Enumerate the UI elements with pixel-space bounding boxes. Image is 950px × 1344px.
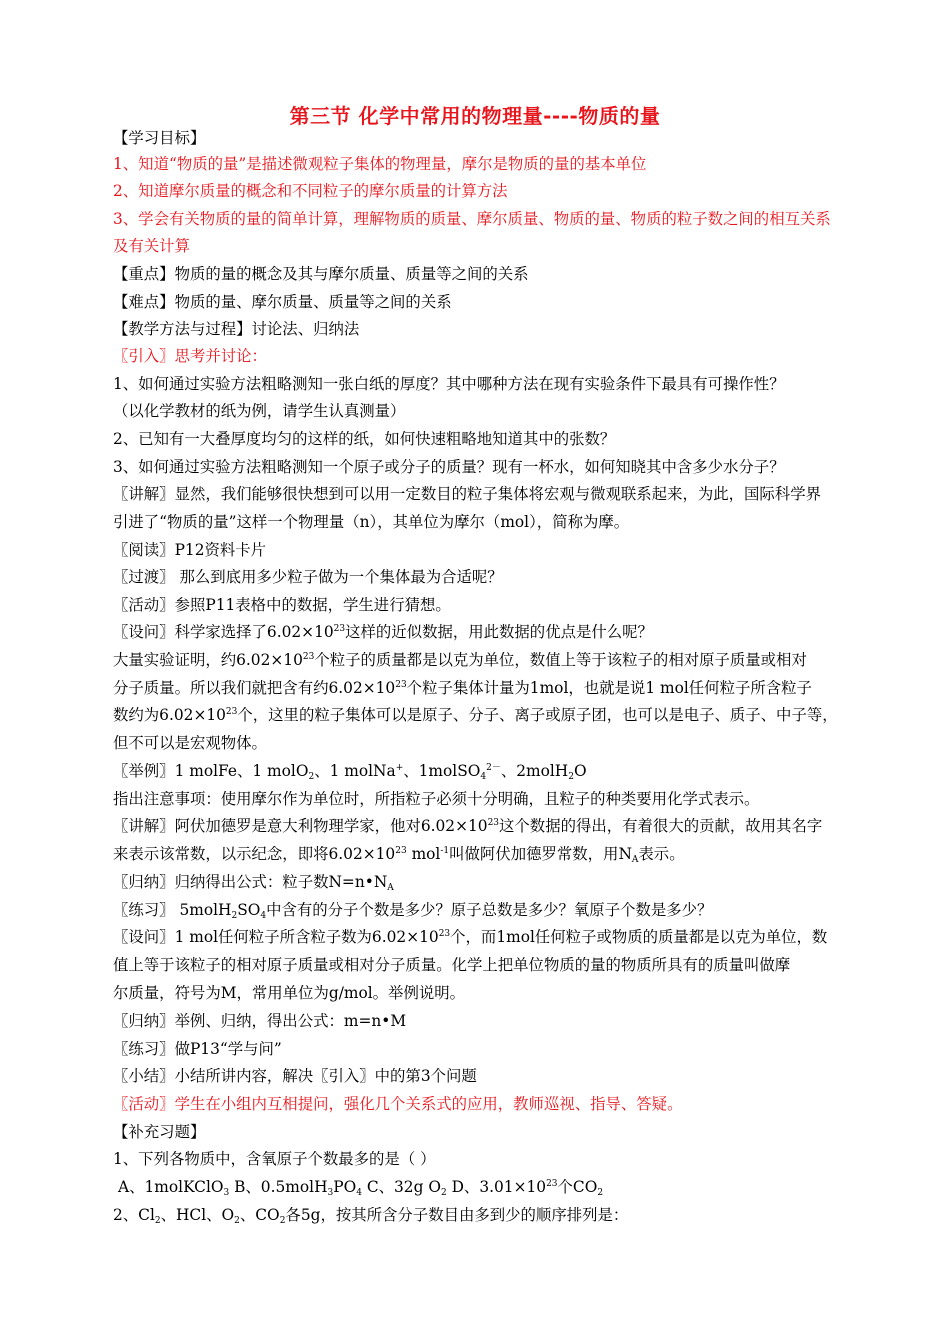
explanation-2-cont: 来表示该常数，以示纪念，即将$6.02\times 10^{23}$ mol$^{-1}$叫做阿伏加德罗常数，用$N_A$表示。 [113,845,685,865]
reading: 〖阅读〗P12资料卡片 [113,541,267,559]
note-line: 指出注意事项：使用摩尔作为单位时，所指粒子必须十分明确，且粒子的种类要用化学式表示。 [113,790,760,808]
page-title: 第三节 化学中常用的物理量----物质的量 [289,104,661,128]
paragraph-line-2: 分子质量。所以我们就把含有约$6.02\times 10^{23}$个粒子集体计量为1mol，也就是说1 mol任何粒子所含粒子 [113,679,812,697]
summary-formula-1: 〖归纳〗归纳得出公式：粒子数$N=n•N_A$ [113,873,394,893]
question-2: 2、已知有一大叠厚度均匀的这样的纸，如何快速粗略地知道其中的张数？ [113,430,616,448]
molar-mass-line-3: 尔质量，符号为M，常用单位为g/mol。举例说明。 [113,984,466,1002]
exercise-2: 〖练习〗做P13“学与问” [113,1040,282,1058]
transition: 〖过渡〗 那么到底用多少粒子做为一个集体最为合适呢？ [113,568,503,586]
intro-heading: 〖引入〗思考并讨论： [113,347,267,365]
section-heading-objectives: 【学习目标】 [113,129,206,147]
question-avogadro: 〖设问〗科学家选择了$6.02\times 10^{23}$这样的近似数据，用此数据的优点是什么呢？ [113,623,653,641]
objective-3: 3、学会有关物质的量的简单计算，理解物质的质量、摩尔质量、物质的量、物质的粒子数之间的相互关系 [113,210,831,228]
exercise-question-2: 2、$Cl_2$、HCl、$O_2$、$CO_2$各5g，按其所含分子数目由多到少的顺序排列是： [113,1206,629,1226]
objective-2: 2、知道摩尔质量的概念和不同粒子的摩尔质量的计算方法 [113,182,508,200]
paragraph-line-3: 数约为$6.02\times 10^{23}$个，这里的粒子集体可以是原子、分子、离子或原子团，也可以是电子、质子、中子等， [113,706,838,724]
question-molar-mass: 〖设问〗1 mol任何粒子所含粒子数为$6.02\times 10^{23}$个，而1mol任何粒子或物质的质量都是以克为单位，数 [113,928,828,946]
activity-1: 〖活动〗参照P11表格中的数据，学生进行猜想。 [113,596,451,614]
exercise-question-1: 1、下列各物质中，含氧原子个数最多的是（ ） [113,1150,436,1168]
question-1-note: （以化学教材的纸为例，请学生认真测量） [113,402,406,420]
difficult-point: 【难点】物质的量、摩尔质量、质量等之间的关系 [113,293,452,311]
exercise-question-1-options: A、1molKClO$_3$ B、$0.5molH_3PO_4$ C、32g $O_2$ D、$3.01\times 10^{23}$个$CO_2$ [118,1178,604,1198]
conclusion: 〖小结〗小结所讲内容，解决〖引入〗中的第3个问题 [113,1067,477,1085]
question-1: 1、如何通过实验方法粗略测知一张白纸的厚度？其中哪种方法在现有实验条件下最具有可操作性？ [113,375,785,393]
question-3: 3、如何通过实验方法粗略测知一个原子或分子的质量？现有一杯水，如何知晓其中含多少水分子？ [113,458,785,476]
paragraph-line-4: 但不可以是宏观物体。 [113,734,267,752]
example-line: 〖举例〗1 molFe、1 molO$_2$、1 molNa+、1molSO$_4^{2-}$、2molH$_2$O [113,762,587,782]
teaching-method: 【教学方法与过程】讨论法、归纳法 [113,320,360,338]
explanation-2: 〖讲解〗阿伏加德罗是意大利物理学家，他对$6.02\times 10^{23}$这个数据的得出，有着很大的贡献，故用其名字 [113,817,823,835]
key-point: 【重点】物质的量的概念及其与摩尔质量、质量等之间的关系 [113,265,529,283]
objective-1: 1、知道“物质的量”是描述微观粒子集体的物理量，摩尔是物质的量的基本单位 [113,155,647,173]
molar-mass-line-2: 值上等于该粒子的相对原子质量或相对分子质量。化学上把单位物质的量的物质所具有的质量叫做摩 [113,956,791,974]
summary-formula-2: 〖归纳〗举例、归纳，得出公式：m=n•M [113,1012,407,1030]
activity-2: 〖活动〗学生在小组内互相提问，强化几个关系式的应用，教师巡视、指导、答疑。 [113,1095,683,1113]
paragraph-line-1: 大量实验证明，约$6.02\times 10^{23}$个粒子的质量都是以克为单位，数值上等于该粒子的相对原子质量或相对 [113,651,807,669]
explanation-1-cont: 引进了“物质的量”这样一个物理量（n），其单位为摩尔（mol），简称为摩。 [113,513,630,531]
exercise-1: 〖练习〗 $5molH_2SO_4$中含有的分子个数是多少？原子总数是多少？氧原子个数是多少？ [113,901,713,921]
section-heading-exercises: 【补充习题】 [113,1123,206,1141]
objective-3-cont: 及有关计算 [113,237,190,255]
explanation-1: 〖讲解〗显然，我们能够很快想到可以用一定数目的粒子集体将宏观与微观联系起来，为此，国际科学界 [113,485,821,503]
